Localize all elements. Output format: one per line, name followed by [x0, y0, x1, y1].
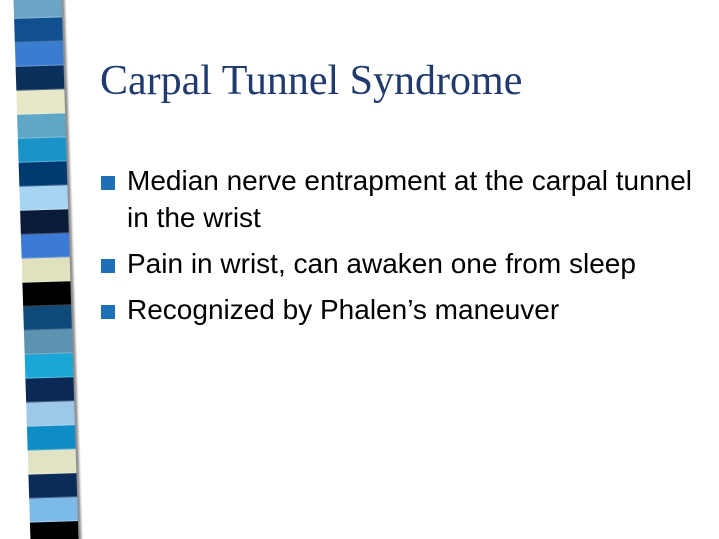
strip-block [20, 209, 69, 234]
strip-block [16, 89, 65, 114]
strip-block [19, 185, 68, 210]
decorative-color-strip [13, 0, 78, 539]
bullet-list [100, 162, 700, 337]
strip-block [28, 449, 77, 474]
square-bullet-icon [101, 176, 115, 190]
strip-block [24, 329, 73, 354]
square-bullet-icon [101, 259, 115, 273]
strip-block [15, 41, 64, 66]
strip-block [16, 65, 65, 90]
strip-block [19, 161, 68, 186]
strip-block [25, 377, 74, 402]
strip-block [23, 305, 72, 330]
bullet-text: Recognized by Phalen’s maneuver [127, 294, 560, 325]
square-bullet-icon [101, 305, 115, 319]
bullet-text: Median nerve entrapment at the carpal tunnel in the wrist [127, 165, 693, 233]
slide-title: Carpal Tunnel Syndrome [100, 58, 523, 104]
strip-block [27, 425, 76, 450]
strip-block [26, 401, 75, 426]
bullet-text: Pain in wrist, can awaken one from sleep [127, 248, 636, 279]
bullet-item [100, 291, 700, 328]
strip-block [18, 137, 67, 162]
strip-block [17, 113, 66, 138]
strip-block [22, 257, 71, 282]
strip-block [13, 0, 62, 19]
strip-block [29, 497, 78, 522]
strip-block [28, 473, 77, 498]
strip-block [22, 281, 71, 306]
strip-block [21, 233, 70, 258]
bullet-item [100, 245, 700, 282]
bullet-item [100, 162, 700, 236]
strip-block [25, 353, 74, 378]
strip-block [14, 17, 63, 42]
strip-block [30, 521, 79, 539]
